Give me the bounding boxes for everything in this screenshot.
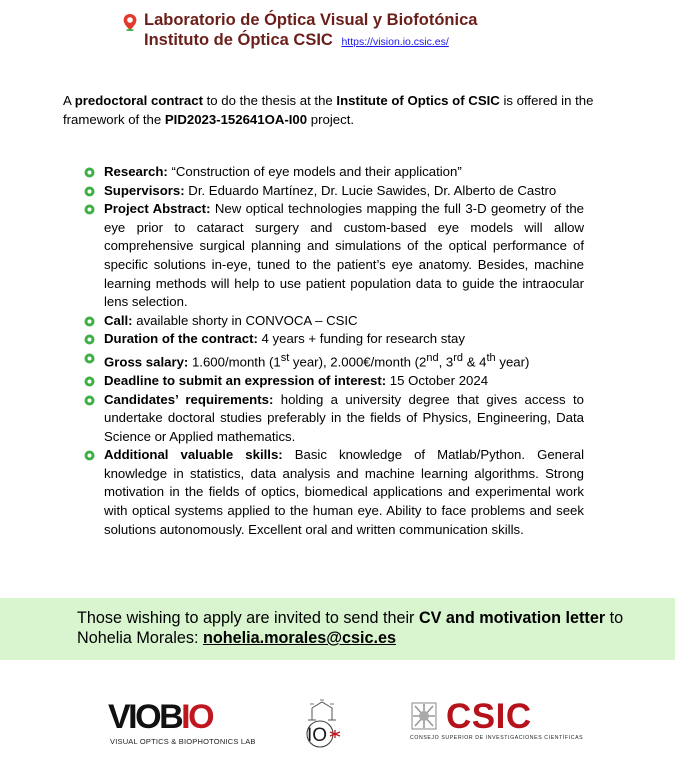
list-item-salary (84, 349, 584, 372)
ordinal-suffix: nd (426, 351, 439, 364)
viobio-tagline: VISUAL OPTICS & BIOPHOTONICS LAB (110, 737, 256, 746)
bullet-icon (84, 334, 95, 345)
website-link[interactable]: https://vision.io.csic.es/ (341, 36, 449, 48)
item-text: 4 years + funding for research stay (257, 331, 465, 347)
viobio-wordmark (108, 699, 212, 735)
bullet-icon (84, 353, 95, 364)
list-item-call (84, 312, 584, 331)
list-item-duration (84, 330, 584, 349)
list-item-supervisors (84, 182, 584, 201)
intro-bold: Institute of Optics of CSIC (336, 93, 500, 108)
apply-bold: CV and motivation letter (418, 609, 606, 627)
csic-tagline: CONSEJO SUPERIOR DE INVESTIGACIONES CIENTÍFICAS (410, 735, 584, 741)
apply-text (77, 608, 637, 648)
list-item-abstract (84, 200, 584, 312)
item-text: year), 2.000€/month (2 (289, 354, 427, 370)
viobio-wordmark-b: IO (181, 698, 213, 736)
ordinal-suffix: th (486, 351, 496, 364)
item-label: Supervisors: (104, 182, 185, 198)
item-text: holding a university degree that gives access to undertake doctoral studies preferably in the fields of Physics, Engineering, Data Science or Applied mathematics. (104, 391, 584, 444)
item-label: Research: (104, 164, 168, 179)
bullet-icon (84, 395, 95, 406)
list-item-deadline (84, 372, 584, 391)
bullet-icon (84, 204, 95, 215)
item-label: Project Abstract: (104, 201, 211, 217)
bullet-icon (84, 186, 95, 197)
item-label: Deadline to submit an expression of interest: (104, 372, 387, 388)
viobio-wordmark-a: VIOB (108, 698, 182, 736)
bullet-icon (84, 376, 95, 387)
csic-logo (410, 697, 584, 746)
lab-title: Laboratorio de Óptica Visual y Biofotónica (144, 11, 478, 29)
bullet-icon (84, 316, 95, 327)
item-text: available shorty in CONVOCA – CSIC (132, 312, 358, 328)
item-label: Candidates’ requirements: (104, 391, 274, 407)
email-link[interactable]: nohelia.morales@csic.es (202, 629, 397, 647)
location-pin-icon (122, 13, 138, 31)
list-item-research (84, 163, 584, 182)
project-code: PID2023-152641OA-I00 (164, 112, 308, 127)
viobio-logo (108, 698, 256, 751)
item-text: , 3 (438, 354, 454, 370)
item-text: “Construction of eye models and their application” (167, 164, 462, 179)
institute-line (144, 31, 449, 50)
item-text: New optical technologies mapping the full 3-D geometry of the eye prior to cataract surgery and custom-based eye models will allow comprehensive surgical planning and simulations of the optical performance of specific solutions in-eye, tuned to the patient’s eye anatomy. Besides, machine learning methods will help to use patient population data to guide the intraocular lens selection. (104, 201, 584, 310)
item-text: year) (495, 354, 530, 370)
item-label: Gross salary: (104, 354, 189, 370)
apply-banner (0, 598, 675, 660)
item-text: Dr. Eduardo Martínez, Dr. Lucie Sawides, Dr. Alberto de Castro (184, 182, 557, 198)
item-label: Additional valuable skills: (104, 447, 283, 463)
bullet-icon (84, 167, 95, 178)
item-text: & 4 (463, 354, 487, 370)
intro-text: to do the thesis at the (202, 93, 337, 108)
intro-bold: predoctoral contract (74, 93, 203, 108)
item-label: Duration of the contract: (104, 331, 258, 347)
intro-paragraph (63, 91, 608, 129)
apply-text-part: Those wishing to apply are invited to send their (77, 609, 419, 627)
io-logo (296, 696, 344, 748)
csic-emblem-icon (410, 701, 438, 731)
io-logo-text: IO (307, 725, 328, 746)
ordinal-suffix: rd (453, 351, 464, 364)
bullet-icon (84, 450, 95, 461)
item-text: Basic knowledge of Matlab/Python. General knowledge in statistics, data analysis and machine learning algorithms. Strong motivation in the fields of optics, biomedical applications and experimental work with optical systems applied to the human eye. Ability to face problems and seek solutions autonomously. Excellent oral and written communication skills. (104, 447, 584, 537)
list-item-requirements (84, 391, 584, 447)
ordinal-suffix: st (280, 351, 290, 364)
item-label: Call: (104, 312, 133, 328)
intro-text: is offered in the framework of the (63, 93, 594, 127)
csic-wordmark: CSIC (446, 697, 532, 736)
intro-text: A (63, 93, 75, 108)
list-item-skills (84, 446, 584, 539)
institute-name: Instituto de Óptica CSIC (144, 31, 333, 49)
item-text: 1.600/month (1 (188, 354, 281, 370)
item-text: 15 October 2024 (386, 372, 489, 388)
apply-text-part: to Nohelia Morales: (77, 609, 624, 647)
intro-text: project. (307, 112, 355, 127)
details-list (84, 163, 584, 539)
